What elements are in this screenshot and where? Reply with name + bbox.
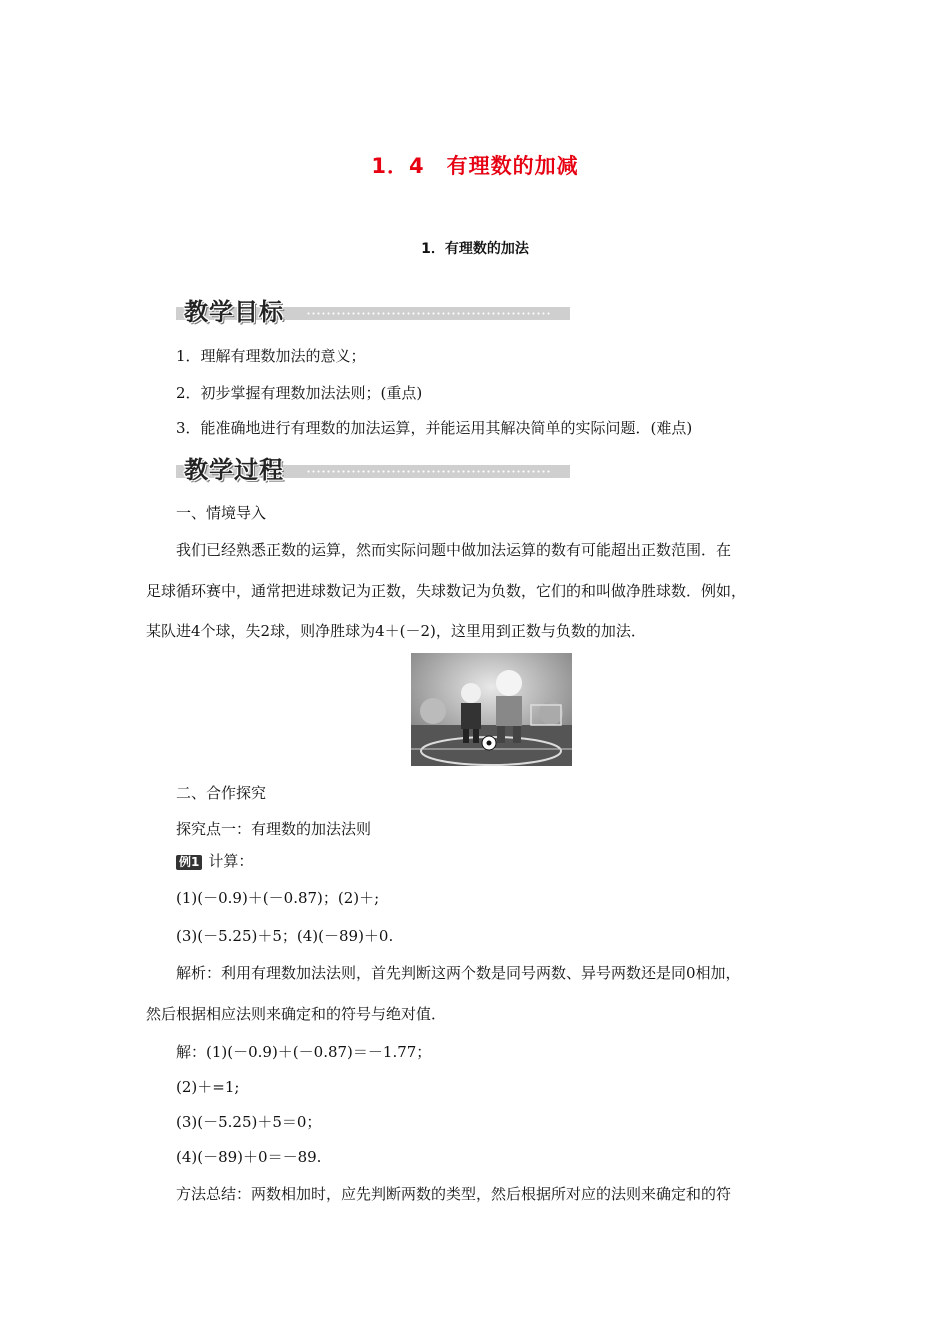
analysis-line: 然后根据相应法则来确定和的符号与绝对值． [146, 1005, 447, 1023]
example-label: 计算： [208, 852, 254, 870]
solution-line: (2)＋=1; [176, 1078, 240, 1096]
banner-dots [306, 312, 552, 315]
banner-teaching-process [176, 450, 570, 484]
banner-label: 教学过程 [184, 456, 284, 484]
goal-item: 2．初步掌握有理数加法法则；(重点) [176, 384, 423, 402]
solution-line: 解：(1)(－0.9)＋(－0.87)＝－1.77； [176, 1043, 432, 1061]
section-subtitle: 1．有理数的加法 [421, 241, 529, 257]
banner-dots [306, 470, 552, 473]
page-title: 1．4 有理数的加减 [371, 154, 579, 178]
solution-line: (4)(－89)＋0＝－89. [176, 1148, 322, 1166]
banner-label: 教学目标 [184, 298, 284, 326]
section-heading: 一、情境导入 [176, 504, 267, 522]
section-heading: 二、合作探究 [176, 784, 267, 802]
illustration-graphic [411, 653, 572, 766]
paragraph-line: 某队进4个球，失2球，则净胜球为4＋(－2)，这里用到正数与负数的加法． [146, 622, 646, 640]
summary-line: 方法总结：两数相加时，应先判断两数的类型，然后根据所对应的法则来确定和的符 [176, 1185, 732, 1203]
question-line: (3)(－5.25)＋5；(4)(－89)＋0. [176, 927, 394, 945]
example-badge: 例1 [176, 855, 202, 870]
goal-item: 1．理解有理数加法的意义； [176, 347, 366, 365]
solution-line: (3)(－5.25)＋5＝0； [176, 1113, 322, 1131]
paragraph-line: 足球循环赛中，通常把进球数记为正数，失球数记为负数，它们的和叫做净胜球数．例如， [146, 582, 747, 600]
goal-item: 3．能准确地进行有理数的加法运算，并能运用其解决简单的实际问题．(难点) [176, 419, 693, 437]
banner-teaching-goals [176, 292, 570, 326]
analysis-line: 解析：利用有理数加法法则，首先判断这两个数是同号两数、异号两数还是同0相加， [176, 964, 741, 982]
exploration-point: 探究点一：有理数的加法法则 [176, 820, 372, 838]
paragraph-line: 我们已经熟悉正数的运算，然而实际问题中做加法运算的数有可能超出正数范围．在 [176, 541, 732, 559]
soccer-kids-illustration [411, 653, 572, 766]
example-line [176, 850, 253, 871]
question-line: (1)(－0.9)＋(－0.87)；(2)＋; [176, 889, 380, 907]
